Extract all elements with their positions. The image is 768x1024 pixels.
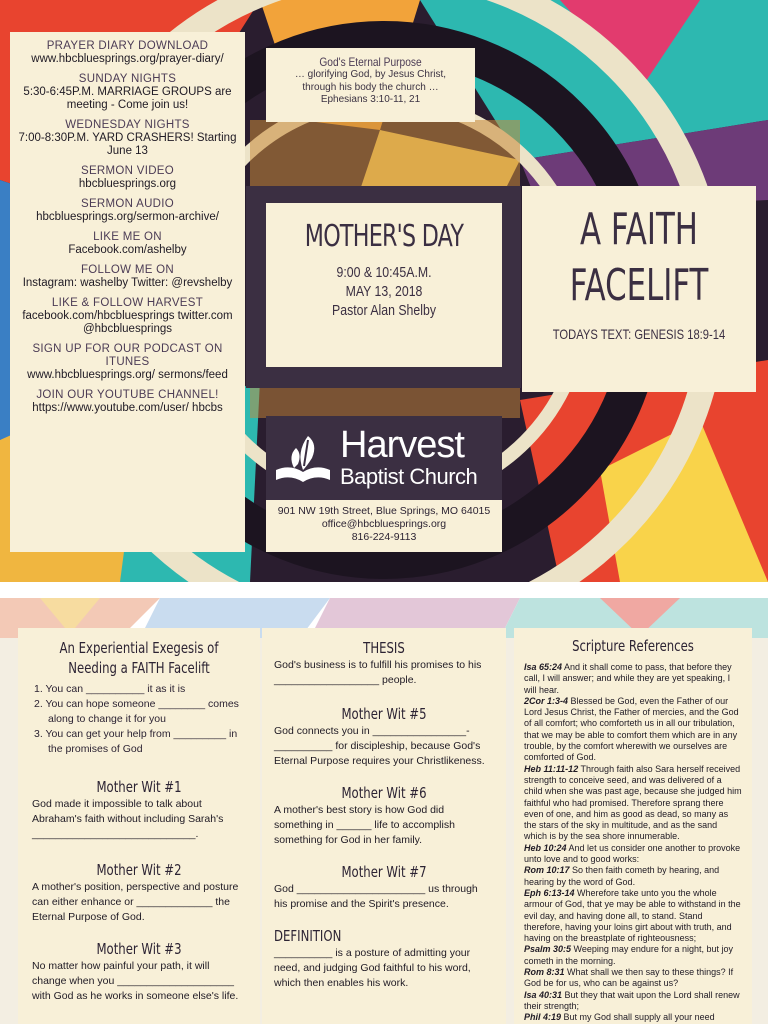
scripture-ref: Rom 10:17 (524, 865, 570, 876)
info-like-me (16, 231, 239, 257)
list-item (524, 865, 742, 888)
scripture-text: But my God shall supply all your need (563, 1012, 715, 1023)
info-youtube (16, 389, 239, 415)
info-sunday-nights (16, 73, 239, 112)
info-text: www.hbcbluesprings.org/ sermons/feed (27, 369, 228, 381)
info-heading: LIKE ME ON (93, 231, 162, 243)
mother-wit-7-heading: Mother Wit #7 (341, 863, 427, 881)
info-sermon-audio (16, 198, 239, 224)
info-text: https://www.youtube.com/user/ hbcbs (32, 402, 223, 414)
list-item (524, 967, 742, 990)
info-text: facebook.com/hbcbluesprings twitter.com @hbcbluesprings (22, 310, 233, 335)
info-text: hbcbluesprings.org (78, 178, 177, 190)
scripture-ref: Phil 4:19 (524, 1012, 562, 1023)
service-pastor: Pastor Alan Shelby (332, 302, 436, 319)
definition-text: __________ is a posture of admitting your need, and judging God faithful to his word, which then enables his work. (274, 947, 471, 989)
eternal-purpose-line: … glorifying God, by Jesus Christ, (294, 69, 447, 80)
church-email: office@hbcbluesprings.org (321, 518, 447, 530)
definition-heading: DEFINITION (274, 927, 342, 945)
mother-wit-2-text: A mother's position, perspective and posture can either enhance or _____________ the Eternal Purpose of God. (32, 881, 239, 923)
sermon-text: TODAYS TEXT: GENESIS 18:9-14 (552, 326, 726, 342)
info-sermon-video (16, 165, 239, 191)
thesis-heading: THESIS (363, 639, 405, 657)
list-item (524, 1012, 742, 1023)
scripture-ref: Eph 6:13-14 (524, 887, 575, 898)
eternal-purpose-title: God's Eternal Purpose (319, 55, 422, 69)
info-heading: SERMON AUDIO (80, 198, 175, 210)
info-heading: LIKE & FOLLOW HARVEST (51, 297, 204, 309)
info-text: 5:30-6:45P.M. MARRIAGE GROUPS are meeting - Come join us! (23, 86, 232, 111)
church-phone: 816-224-9113 (351, 531, 417, 543)
exegesis-title-line1: An Experiential Exegesis of (59, 639, 219, 657)
scripture-text: But they that wait upon the Lord shall renew their strength; (524, 989, 740, 1011)
info-heading: FOLLOW ME ON (80, 264, 175, 276)
scripture-heading: Scripture References (572, 637, 694, 655)
scripture-text: And let us consider one another to provoke unto love and to good works: (524, 842, 741, 865)
scripture-text: What shall we then say to these things? If God be for us, who can be against us? (524, 967, 734, 989)
scripture-ref: Rom 8:31 (524, 967, 565, 978)
scripture-text: Weeping may endure for a night, but joy cometh in the morning. (524, 944, 733, 966)
service-date: MAY 13, 2018 (345, 283, 423, 300)
info-wednesday-nights (16, 119, 239, 158)
info-text: Facebook.com/ashelby (68, 244, 187, 256)
scripture-ref: 2Cor 1:3-4 (524, 695, 569, 706)
eternal-purpose-box (266, 48, 475, 122)
list-item (524, 662, 742, 696)
sermon-title-line1: A FAITH (580, 204, 698, 255)
church-name-sub: Baptist Church (340, 464, 478, 489)
info-text: www.hbcbluesprings.org/prayer-diary/ (31, 53, 224, 65)
thesis-text: God's business is to fulfill his promises to his __________________ people. (274, 659, 482, 686)
list-item (524, 696, 742, 764)
mother-wit-6-heading: Mother Wit #6 (341, 784, 427, 802)
info-heading: SUNDAY NIGHTS (78, 73, 177, 85)
mother-wit-6-text: A mother's best story is how God did something in ______ life to accomplish something for God in her family. (274, 804, 455, 846)
list-item (524, 888, 742, 944)
list-item (524, 764, 742, 843)
info-column (10, 32, 245, 552)
scripture-ref: Isa 40:31 (524, 989, 563, 1000)
scripture-column (514, 628, 752, 1024)
list-item: 2. You can hope someone ________ comes along to change it for you (34, 698, 239, 725)
exegesis-points (32, 682, 246, 757)
scripture-ref: Heb 11:11-12 (524, 763, 579, 774)
church-address: 901 NW 19th Street, Blue Springs, MO 64015 (277, 505, 491, 517)
scripture-ref: Isa 65:24 (524, 662, 563, 672)
info-text: 7:00-8:30P.M. YARD CRASHERS! Starting June 13 (18, 132, 237, 157)
scripture-text: Wherefore take unto you the whole armour of God, that ye may be able to withstand in the evil day, and having done all, to stand. Stand therefore, having your loins girt about with truth, and having on the breastplate of righteousness; (524, 887, 741, 944)
mother-wit-1-heading: Mother Wit #1 (96, 778, 182, 796)
church-name-main: Harvest (340, 424, 464, 466)
scripture-text: Through faith also Sara herself received strength to conceive seed, and was delivered of a child when she was past age, because she judged him faithful who had promised. Therefore sprang there even of one, and him as good as dead, so many as the stars of the sky in multitude, and as the sand which is by the sea shore innumerable. (524, 763, 742, 842)
info-prayer-diary (16, 40, 239, 66)
sermon-title-line2: FACELIFT (569, 260, 709, 311)
info-podcast (16, 343, 239, 382)
list-item (524, 990, 742, 1013)
info-heading: SERMON VIDEO (80, 165, 175, 177)
scripture-ref: Psalm 30:5 (524, 944, 572, 955)
eternal-purpose-ref: Ephesians 3:10-11, 21 (320, 94, 421, 105)
info-heading: JOIN OUR YOUTUBE CHANNEL! (36, 389, 219, 401)
scripture-text: So then faith cometh by hearing, and hearing by the word of God. (524, 865, 720, 887)
info-like-follow-harvest (16, 297, 239, 336)
list-item: 3. You can get your help from _________ in the promises of God (34, 728, 238, 755)
info-text: Instagram: washelby Twitter: @revshelby (22, 277, 233, 289)
mother-wit-1-text: God made it impossible to talk about Abraham's faith without including Sarah's ____________________________. (32, 798, 224, 840)
service-box (266, 203, 502, 367)
scripture-text: And it shall come to pass, that before they call, I will answer; and while they are yet speaking, I will hear. (524, 662, 732, 695)
scripture-list (524, 662, 742, 1024)
sermon-title-box (522, 186, 756, 392)
mother-wit-3-text: No matter how painful your path, it will change when you ____________________ with God as he works in someone else's life. (32, 960, 239, 1002)
list-item (524, 843, 742, 866)
exegesis-column (18, 628, 260, 1024)
mother-wit-3-heading: Mother Wit #3 (96, 940, 182, 958)
info-follow-me (16, 264, 239, 290)
mother-wit-7-text: God ______________________ us through his promise and the Spirit's presence. (274, 883, 478, 910)
mother-wit-2-heading: Mother Wit #2 (96, 861, 182, 879)
church-logo (266, 416, 502, 500)
scripture-text: Blessed be God, even the Father of our Lord Jesus Christ, the Father of mercies, and the God of all comfort; who comforteth us in all our tribulation, that we may be able to comfort them which are in any trouble, by the comfort wherewith we ourselves are comforted of God. (524, 695, 739, 763)
thesis-column (262, 628, 506, 1024)
list-item: 1. You can __________ it as it is (34, 683, 186, 695)
mother-wit-5-heading: Mother Wit #5 (341, 705, 427, 723)
exegesis-title-line2: Needing a FAITH Facelift (68, 659, 210, 677)
info-heading: PRAYER DIARY DOWNLOAD (46, 40, 209, 52)
bulletin-inside (0, 598, 768, 1024)
info-heading: WEDNESDAY NIGHTS (65, 119, 190, 131)
eternal-purpose-line: through his body the church … (302, 81, 439, 93)
info-text: hbcbluesprings.org/sermon-archive/ (36, 211, 219, 223)
scripture-ref: Heb 10:24 (524, 842, 567, 853)
contact-box (266, 500, 502, 552)
bible-wheat-icon (274, 430, 332, 488)
service-times: 9:00 & 10:45A.M. (336, 264, 432, 281)
list-item (524, 944, 742, 967)
service-title: MOTHER'S DAY (304, 219, 464, 254)
mother-wit-5-text: God connects you in ________________- __________ for discipleship, because God's Eternal Purpose requires your Christlikeness. (274, 725, 485, 767)
info-heading: SIGN UP FOR OUR PODCAST ON ITUNES (32, 343, 223, 368)
